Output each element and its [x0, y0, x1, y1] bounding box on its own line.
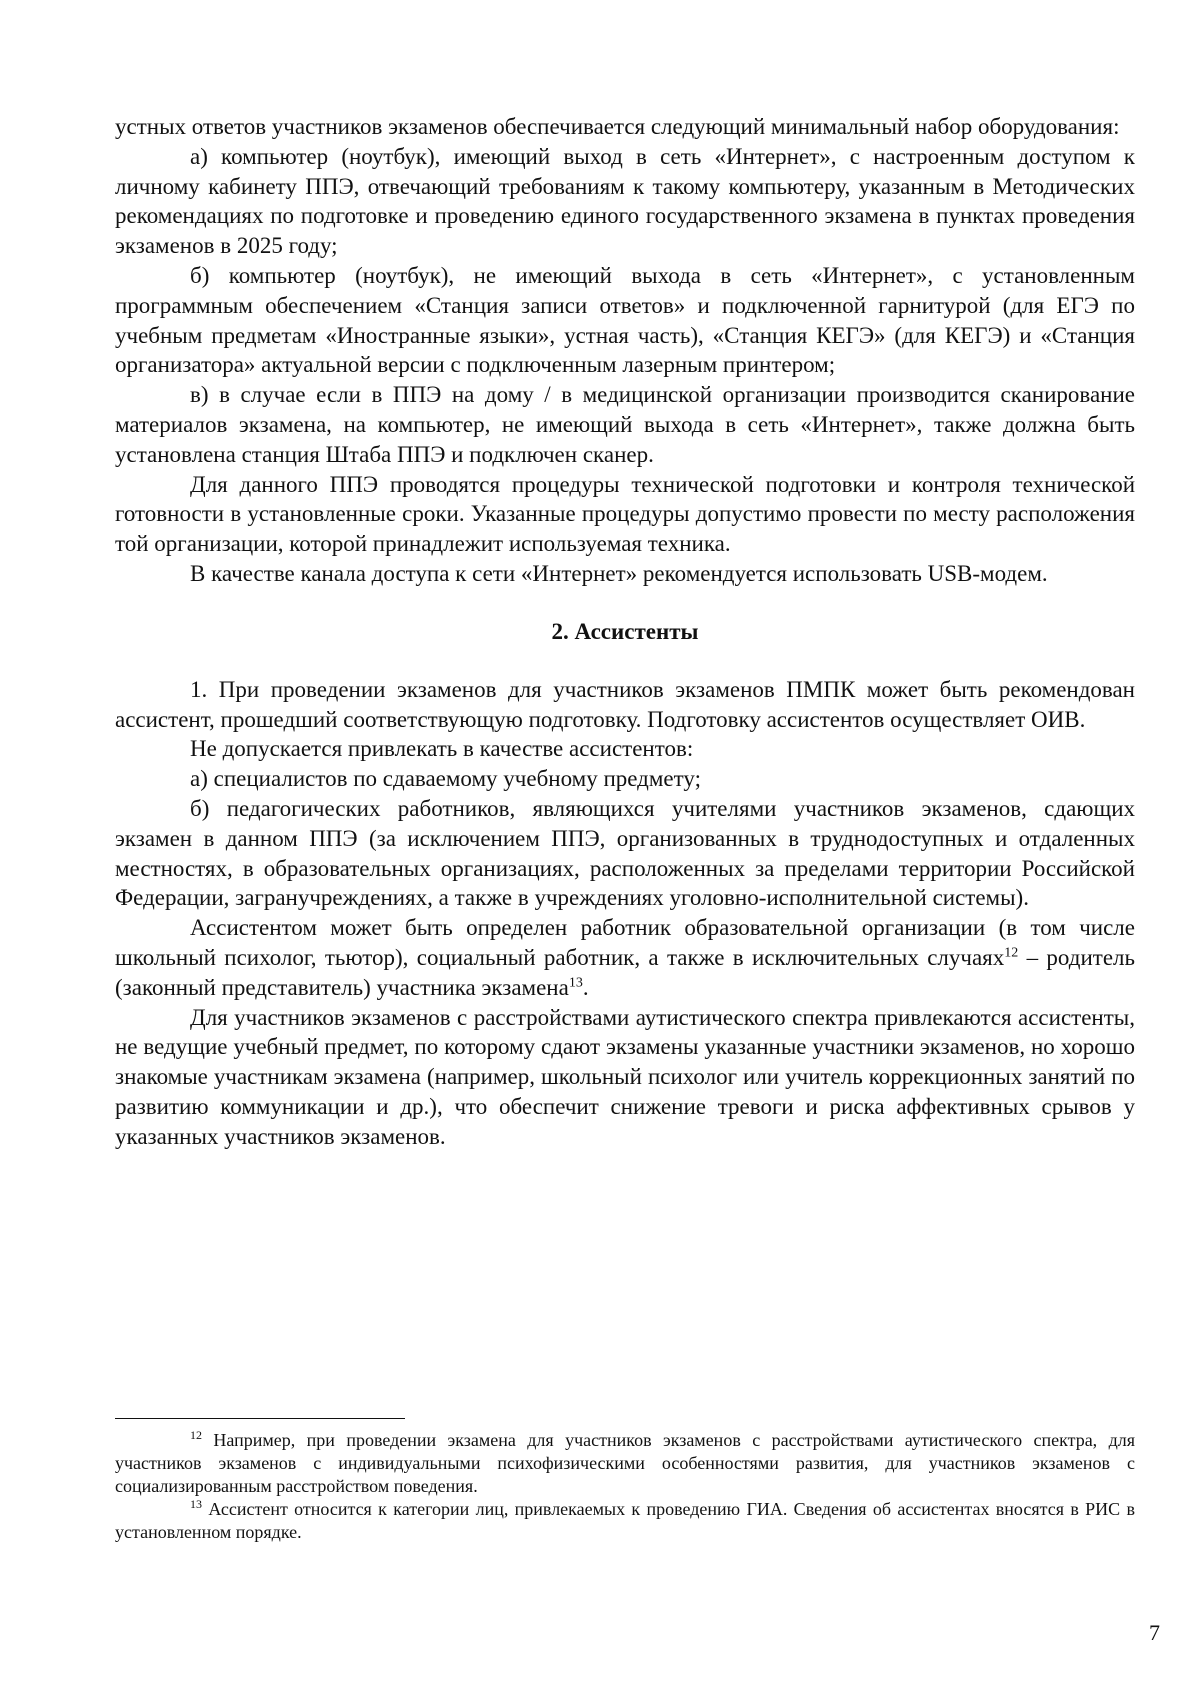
footnote-number: 13: [190, 1497, 202, 1511]
paragraph-text: Ассистентом может быть определен работник образовательной организации (в том числе школьный психолог, тьютор), социальный работник, а также в исключительных случаях: [115, 915, 1135, 970]
document-body: [115, 112, 1135, 1152]
paragraph-text: – родитель (законный представитель) участника экзамена: [115, 944, 1135, 1000]
footnote-divider: [115, 1418, 405, 1419]
list-item-a: а) компьютер (ноутбук), имеющий выход в сеть «Интернет», с настроенным доступом к личному кабинету ППЭ, отвечающий требованиям к такому компьютеру, указанным в Методических рекомендациях по подготовке и проведению единого государственного экзамена в пунктах проведения экзаменов в 2025 году;: [115, 143, 1135, 259]
footnote-ref-12[interactable]: 12: [1004, 945, 1019, 961]
paragraph: Не допускается привлекать в качестве ассистентов:: [190, 736, 694, 762]
section-heading: 2. Ассистенты: [551, 618, 699, 644]
footnotes: [115, 1418, 1135, 1544]
list-item-a: а) специалистов по сдаваемому учебному предмету;: [190, 766, 701, 792]
list-item-c: в) в случае если в ППЭ на дому / в медицинской организации производится сканирование материалов экзамена, на компьютер, не имеющий выхода в сеть «Интернет», также должна быть установлена станция Штаба ППЭ и подключен сканер.: [115, 382, 1135, 467]
paragraph: 1. При проведении экзаменов для участников экзаменов ПМПК может быть рекомендован ассистент, прошедший соответствующую подготовку. Подготовку ассистентов осуществляет ОИВ.: [115, 676, 1135, 732]
footnote-number: 12: [190, 1428, 202, 1442]
paragraph-text: .: [582, 974, 589, 1000]
footnote-13: [115, 1498, 1135, 1544]
page-number: 7: [1149, 1620, 1160, 1645]
footnote-ref-13[interactable]: 13: [568, 975, 583, 991]
paragraph: Для участников экзаменов с расстройствами аутистического спектра привлекаются ассистенты, не ведущие учебный предмет, по которому сдают экзамены указанные участники экзаменов, но хорошо знакомые участникам экзамена (например, школьный психолог или учитель коррекционных занятий по развитию коммуникации и др.), что обеспечит снижение тревоги и риска аффективных срывов у указанных участников экзаменов.: [115, 1004, 1135, 1149]
paragraph: устных ответов участников экзаменов обеспечивается следующий минимальный набор оборудования:: [115, 114, 1120, 139]
footnote-text: Например, при проведении экзамена для участников экзаменов с расстройствами аутистического спектра, для участников экзаменов с индивидуальными психофизическими особенностями развития, для участников экзаменов с социализированным расстройством поведения.: [115, 1430, 1135, 1496]
paragraph: Для данного ППЭ проводятся процедуры технической подготовки и контроля технической готовности в установленные сроки. Указанные процедуры допустимо провести по месту расположения той организации, которой принадлежит используемая техника.: [115, 471, 1135, 557]
list-item-b: б) педагогических работников, являющихся учителями участников экзаменов, сдающих экзамен в данном ППЭ (за исключением ППЭ, организованных в труднодоступных и отдаленных местностях, в образовательных организациях, расположенных за пределами территории Российской Федерации, загранучреждениях, а также в учреждениях уголовно-исполнительной системы).: [115, 795, 1135, 911]
paragraph: В качестве канала доступа к сети «Интернет» рекомендуется использовать USB-модем.: [190, 560, 1048, 586]
footnote-12: [115, 1429, 1135, 1498]
list-item-b: б) компьютер (ноутбук), не имеющий выхода в сеть «Интернет», с установленным программным обеспечением «Станция записи ответов» и подключенной гарнитурой (для ЕГЭ по учебным предметам «Иностранные языки», устная часть), «Станция КЕГЭ» (для КЕГЭ) и «Станция организатора» актуальной версии с подключенным лазерным принтером;: [115, 262, 1135, 378]
footnote-text: Ассистент относится к категории лиц, привлекаемых к проведению ГИА. Сведения об ассистентах вносятся в РИС в установленном порядке.: [115, 1499, 1135, 1542]
paragraph-with-footnotes: [115, 913, 1135, 1002]
